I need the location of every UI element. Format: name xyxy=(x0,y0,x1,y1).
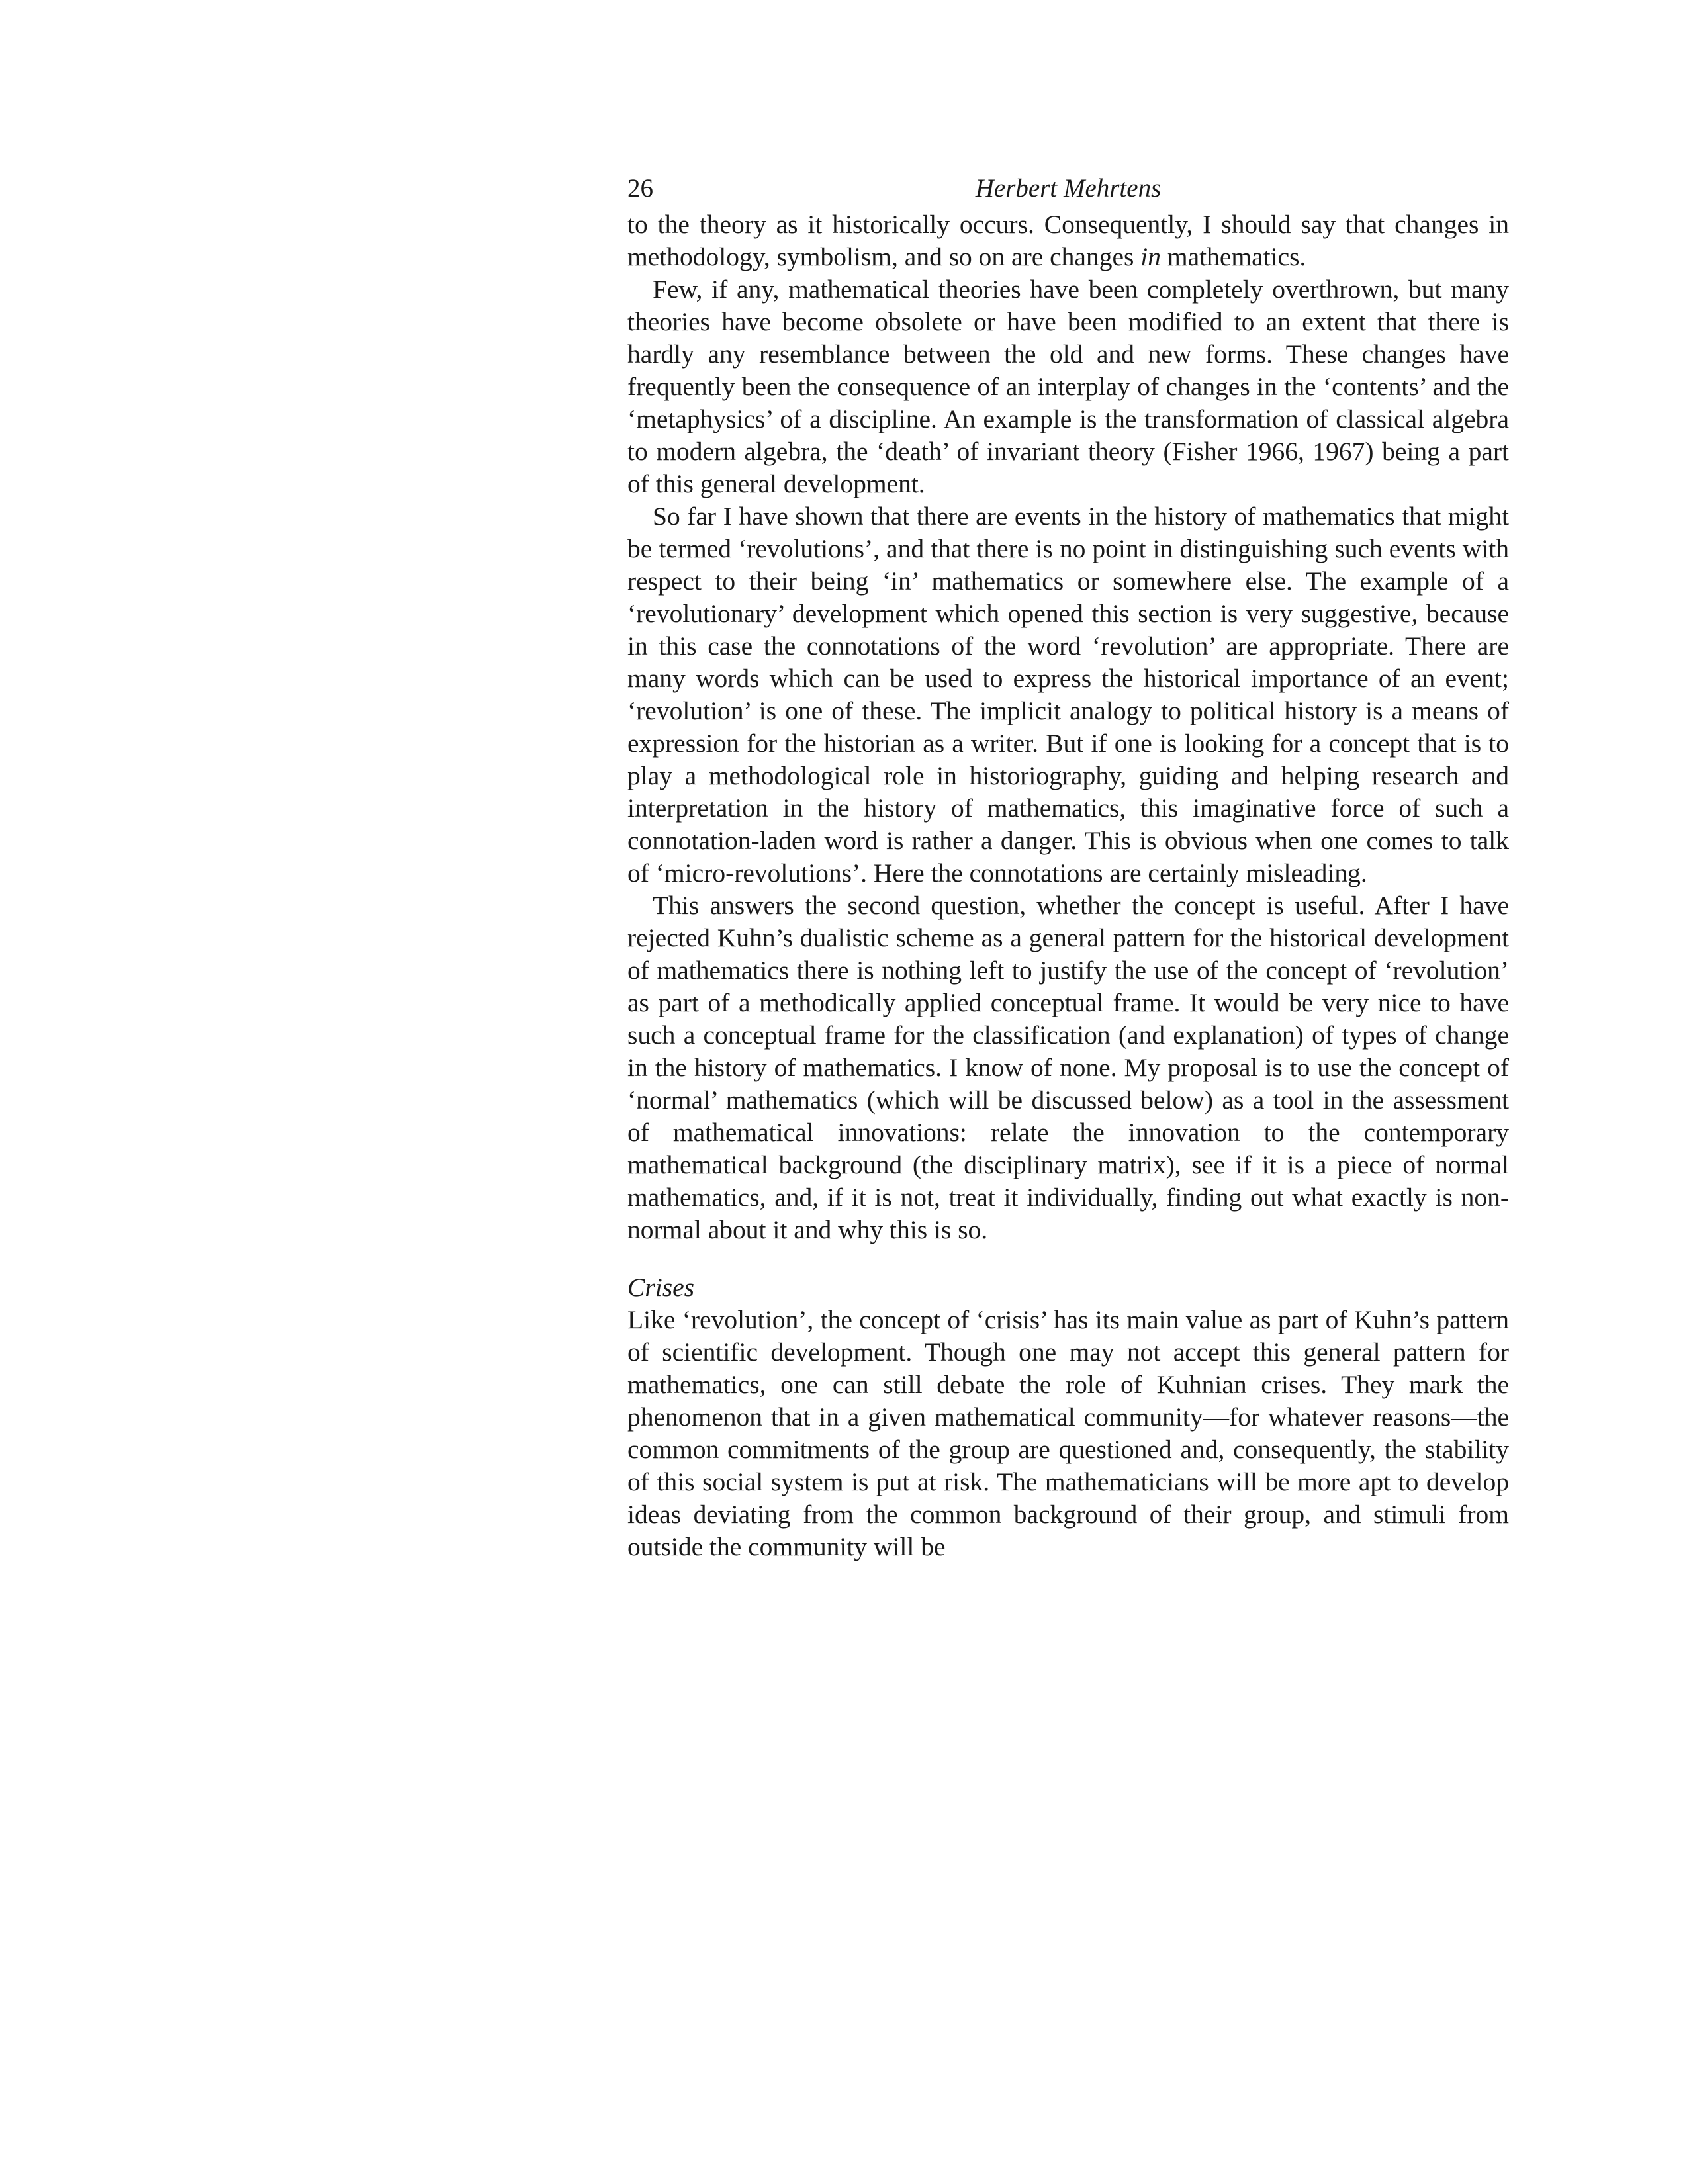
paragraph-text-after: mathematics. xyxy=(1160,242,1306,271)
section-heading-crises: Crises xyxy=(627,1273,694,1302)
paragraph-crises: Like ‘revolution’, the concept of ‘crisis’ has its main value as part of Kuhn’s pattern of scientific development. Though one may not accept this general pattern for mathematics, one can still debate the role of Kuhnian crises. They mark the phenomenon that in a given mathematical community—for whatever reasons—the common commitments of the group are questioned and, consequently, the stability of this social system is put at risk. The mathematicians will be more apt to develop ideas deviating from the common background of their group, and stimuli from outside the community will be xyxy=(627,1305,1509,1561)
page-number: 26 xyxy=(627,174,653,203)
paragraph-overthrown-theories: Few, if any, mathematical theories have been completely overthrown, but many theories have become obsolete or have been modified to an extent that there is hardly any resemblance between the old and new forms. These changes have frequently been the consequence of an interplay of changes in the ‘contents’ and the ‘metaphysics’ of a discipline. An example is the transformation of classical algebra to modern algebra, the ‘death’ of invariant theory (Fisher 1966, 1967) being a part of this general development. xyxy=(627,275,1509,498)
running-head xyxy=(627,169,1509,208)
paragraph-usefulness: This answers the second question, whether the concept is useful. After I have rejected Kuhn’s dualistic scheme as a general pattern for the historical development of mathematics there is nothing left to justify the use of the concept of ‘revolution’ as part of a methodically applied conceptual frame. It would be very nice to have such a conceptual frame for the classification (and explanation) of types of change in the history of mathematics. I know of none. My proposal is to use the concept of ‘normal’ mathematics (which will be discussed below) as a tool in the assessment of mathematical innovations: relate the innovation to the contemporary mathematical background (the disciplinary matrix), see if it is a piece of normal mathematics, and, if it is not, treat it individually, finding out what exactly is non-normal about it and why this is so. xyxy=(627,891,1509,1244)
paragraph-revolutions: So far I have shown that there are events in the history of mathematics that might be termed ‘revolutions’, and that there is no point in distinguishing such events with respect to their being ‘in’ mathematics or somewhere else. The example of a ‘revolutionary’ development which opened this section is very suggestive, because in this case the connotations of the word ‘revolution’ are appropriate. There are many words which can be used to express the historical importance of an event; ‘revolution’ is one of these. The implicit analogy to political history is a means of expression for the historian as a writer. But if one is looking for a concept that is to play a methodological role in historiography, guiding and helping research and interpretation in the history of mathematics, this imaginative force of such a connotation-laden word is rather a danger. This is obvious when one comes to talk of ‘micro-revolutions’. Here the connotations are certainly misleading. xyxy=(627,502,1509,887)
paragraph-text-before: to the theory as it historically occurs. Consequently, I should say that changes in methodology, symbolism, and so on are changes xyxy=(627,210,1509,271)
book-page xyxy=(627,169,1509,1563)
paragraph-continuation xyxy=(627,208,1509,273)
running-title: Herbert Mehrtens xyxy=(975,174,1162,203)
body-text xyxy=(627,208,1509,1563)
emphasis-text: in xyxy=(1140,242,1161,271)
